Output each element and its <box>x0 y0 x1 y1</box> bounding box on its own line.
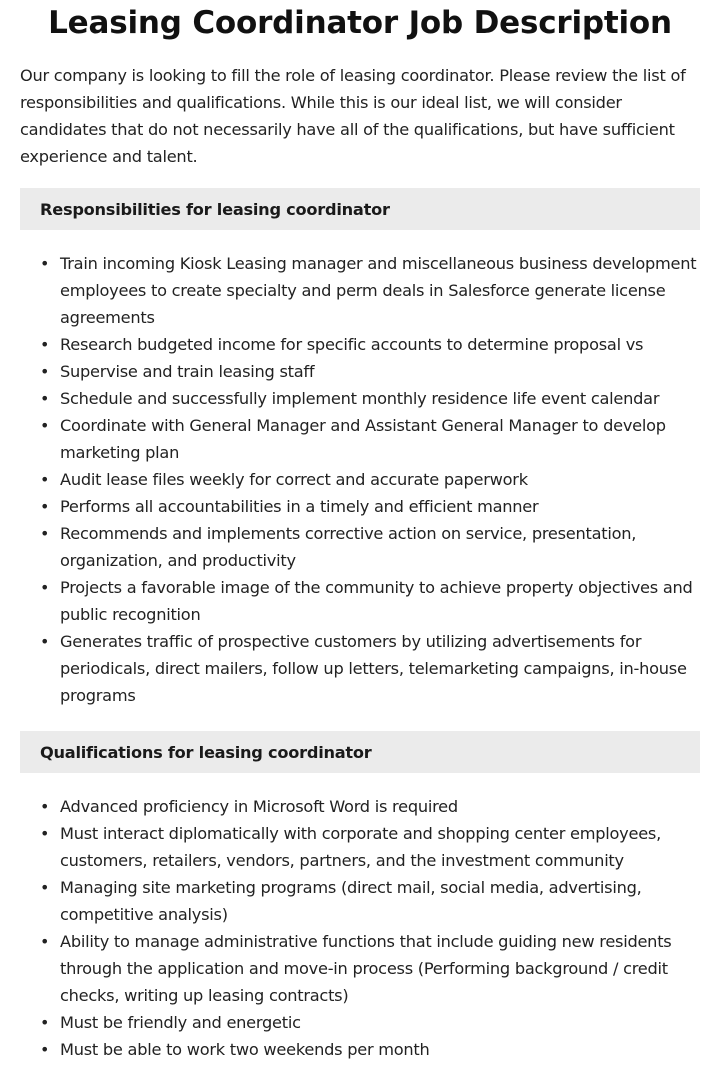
responsibility-item <box>40 385 700 412</box>
list-item-text: Research budgeted income for specific accounts to determine proposal vs <box>60 335 644 354</box>
list-item-text: Performs all accountabilities in a timely and efficient manner <box>60 497 539 516</box>
page-title: Leasing Coordinator Job Description <box>48 5 672 41</box>
qualification-item <box>40 1009 700 1036</box>
list-item-text: Schedule and successfully implement monthly residence life event calendar <box>60 389 660 408</box>
list-item-text: Must be friendly and energetic <box>60 1013 301 1032</box>
responsibility-item <box>40 574 700 628</box>
list-item-text: Must interact diplomatically with corporate and shopping center employees, customers, retailers, vendors, partners, and the investment community <box>60 824 661 870</box>
list-item-text: Projects a favorable image of the community to achieve property objectives and public recognition <box>60 578 693 624</box>
responsibilities-header <box>20 188 700 230</box>
bullet-icon: • <box>40 254 50 273</box>
bullet-icon: • <box>40 362 50 381</box>
bullet-icon: • <box>40 389 50 408</box>
list-item-text: Coordinate with General Manager and Assistant General Manager to develop marketing plan <box>60 416 666 462</box>
bullet-icon: • <box>40 578 50 597</box>
responsibilities-list <box>20 250 700 709</box>
bullet-icon: • <box>40 524 50 543</box>
bullet-icon: • <box>40 497 50 516</box>
bullet-icon: • <box>40 878 50 897</box>
bullet-icon: • <box>40 1013 50 1032</box>
qualifications-list <box>20 793 700 1063</box>
bullet-icon: • <box>40 1040 50 1059</box>
list-item-text: Recommends and implements corrective action on service, presentation, organization, and productivity <box>60 524 637 570</box>
list-item-text: Generates traffic of prospective customers by utilizing advertisements for periodicals, direct mailers, follow up letters, telemarketing campaigns, in-house programs <box>60 632 687 705</box>
responsibility-item <box>40 250 700 331</box>
qualification-item <box>40 793 700 820</box>
list-item-text: Managing site marketing programs (direct mail, social media, advertising, competitive analysis) <box>60 878 642 924</box>
bullet-icon: • <box>40 416 50 435</box>
bullet-icon: • <box>40 932 50 951</box>
responsibility-item <box>40 412 700 466</box>
bullet-icon: • <box>40 470 50 489</box>
list-item-text: Must be able to work two weekends per month <box>60 1040 430 1059</box>
qualification-item <box>40 928 700 1009</box>
responsibility-item <box>40 358 700 385</box>
intro-paragraph: Our company is looking to fill the role of leasing coordinator. Please review the list of responsibilities and qualifications. While this is our ideal list, we will consider candidates that do not necessarily have all of the qualifications, but have sufficient experience and talent. <box>20 66 686 166</box>
qualification-item <box>40 1036 700 1063</box>
list-item-text: Advanced proficiency in Microsoft Word is required <box>60 797 458 816</box>
qualification-item <box>40 820 700 874</box>
list-item-text: Ability to manage administrative functions that include guiding new residents through the application and move-in process (Performing background / credit checks, writing up leasing contracts) <box>60 932 672 1005</box>
responsibility-item <box>40 331 700 358</box>
list-item-text: Audit lease files weekly for correct and accurate paperwork <box>60 470 528 489</box>
bullet-icon: • <box>40 824 50 843</box>
bullet-icon: • <box>40 335 50 354</box>
list-item-text: Supervise and train leasing staff <box>60 362 315 381</box>
responsibilities-heading: Responsibilities for leasing coordinator <box>40 199 390 219</box>
responsibility-item <box>40 628 700 709</box>
bullet-icon: • <box>40 632 50 651</box>
responsibility-item <box>40 493 700 520</box>
qualifications-heading: Qualifications for leasing coordinator <box>40 742 372 762</box>
responsibility-item <box>40 466 700 493</box>
qualification-item <box>40 874 700 928</box>
list-item-text: Train incoming Kiosk Leasing manager and miscellaneous business development employees to create specialty and perm deals in Salesforce generate license agreements <box>60 254 697 327</box>
responsibility-item <box>40 520 700 574</box>
bullet-icon: • <box>40 797 50 816</box>
qualifications-header <box>20 731 700 773</box>
